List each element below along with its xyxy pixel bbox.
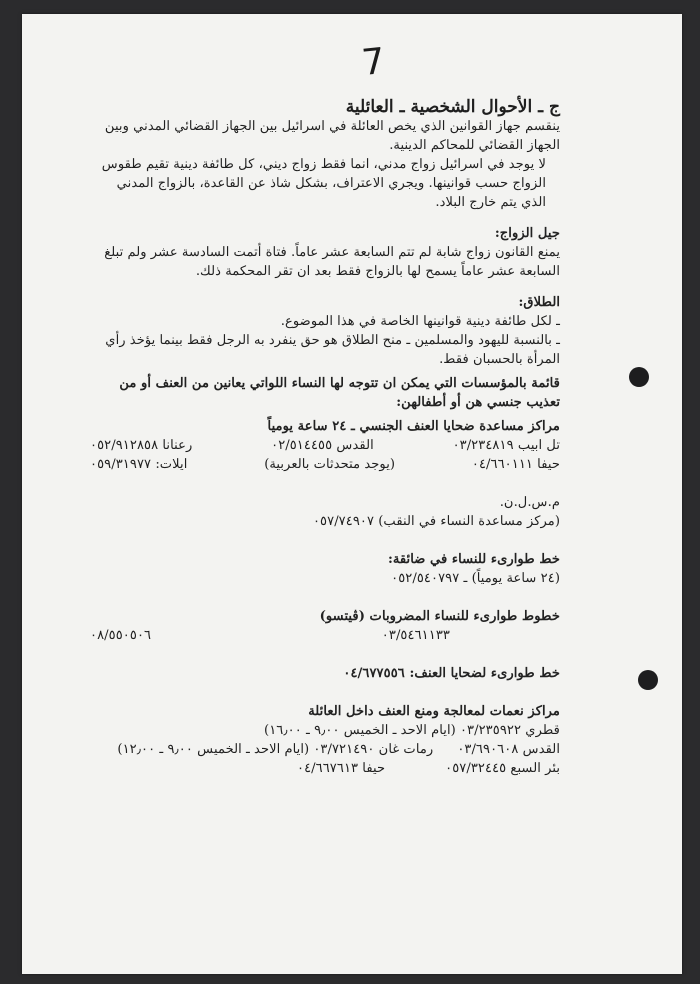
section-title: ج ـ الأحوال الشخصية ـ العائلية [345, 97, 560, 117]
phone-tel-aviv: تل ابيب ٠٣/٢٣٤٨١٩ [452, 438, 560, 453]
phone-battered-1: ٠٣/٥٤٦١١٣٣ [381, 628, 450, 643]
naamat-haifa: حيفا ٠٤/٦٦٧٦١٣ [297, 761, 386, 776]
rape-centers-heading: مراكز مساعدة ضحايا العنف الجنسي ـ ٢٤ ساعة يومياً [267, 419, 560, 434]
phone-row [90, 626, 560, 645]
distress-hotline-heading: خط طوارىء للنساء في ضائقة: [387, 552, 560, 567]
phone-row [90, 740, 560, 759]
divorce-item: ـ بالنسبة لليهود والمسلمين ـ منح الطلاق هو حق ينفرد به الرجل فقط بينما يؤخذ رأي المرأة بالحسبان فقط. [105, 333, 560, 367]
punch-hole [638, 670, 658, 690]
mesila-desc: (مركز مساعدة النساء في النقب) ٠٥٧/٧٤٩٠٧ [312, 514, 560, 529]
phone-eilat: ايلات: ٠٥٩/٣١٩٧٧ [90, 457, 188, 472]
battered-hotline-heading: خطوط طوارىء للنساء المضروبات (ڤيتسو) [319, 609, 560, 624]
phone-raanana: رعنانا ٠٥٢/٩١٢٨٥٨ [90, 438, 193, 453]
arabic-speakers-note: (يوجد متحدثات بالعربية) [264, 457, 396, 472]
phone-row [90, 436, 560, 455]
intro-paragraph: ينقسم جهاز القوانين الذي يخص العائلة في اسرائيل بين الجهاز القضائي المدني وبين الجهاز القضائي للمحاكم الدينية. [104, 119, 560, 153]
naamat-beersheba: بئر السبع ٠٥٧/٣٢٤٤٥ [445, 761, 560, 776]
civil-marriage-paragraph: لا يوجد في اسرائيل زواج مدني، انما فقط زواج ديني، كل طائفة دينية تقيم طقوس الزواج حسب قوانينها. ويجري الاعتراف، بشكل شاذ عن القاعدة، بالزواج المدني الذي يتم خارج البلاد. [101, 157, 546, 210]
naamat-ramat-gan: رمات غان ٠٣/٧٢١٤٩٠ (ايام الاحد ـ الخميس ٩٫٠٠ ـ ١٢٫٠٠) [117, 742, 434, 757]
distress-hotline-details: (٢٤ ساعة يومياً) ـ ٠٥٢/٥٤٠٧٩٧ [391, 571, 560, 586]
page-number: 7 [359, 40, 387, 85]
mesila-name: م.س.ل.ن. [499, 495, 560, 510]
phone-row [90, 759, 560, 778]
phone-jerusalem: القدس ٠٢/٥١٤٤٥٥ [271, 438, 374, 453]
divorce-heading: الطلاق: [518, 295, 560, 310]
phone-battered-2: ٠٨/٥٥٠٥٠٦ [90, 628, 152, 643]
institutions-heading: قائمة بالمؤسسات التي يمكن ان تتوجه لها النساء اللواتي يعانين من العنف أو من تعذيب جنسي هن أو أطفالهن: [119, 376, 560, 410]
naamat-heading: مراكز نعمات لمعالجة ومنع العنف داخل العائلة [308, 704, 560, 719]
victims-hotline: خط طوارىء لضحايا العنف: ٠٤/٦٧٧٥٥٦ [343, 666, 560, 681]
naamat-jerusalem: القدس ٠٣/٦٩٠٦٠٨ [457, 742, 560, 757]
phone-row [90, 455, 560, 474]
marriage-age-text: يمنع القانون زواج شابة لم تتم السابعة عشر عاماً. فتاة أتمت السادسة عشر ولم تبلغ السابعة عشر عاماً يسمح لها بالزواج فقط بعد ان تقر المحكمة ذلك. [104, 245, 560, 279]
naamat-qatari: قطري ٠٣/٢٣٥٩٢٢ (ايام الاحد ـ الخميس ٩٫٠٠ ـ ١٦٫٠٠) [264, 723, 560, 738]
phone-haifa: حيفا ٠٤/٦٦٠١١١ [471, 457, 560, 472]
marriage-age-heading: جيل الزواج: [494, 226, 560, 241]
document-body [90, 98, 560, 778]
divorce-item: ـ لكل طائفة دينية قوانينها الخاصة في هذا الموضوع. [280, 314, 560, 329]
punch-hole [629, 367, 649, 387]
